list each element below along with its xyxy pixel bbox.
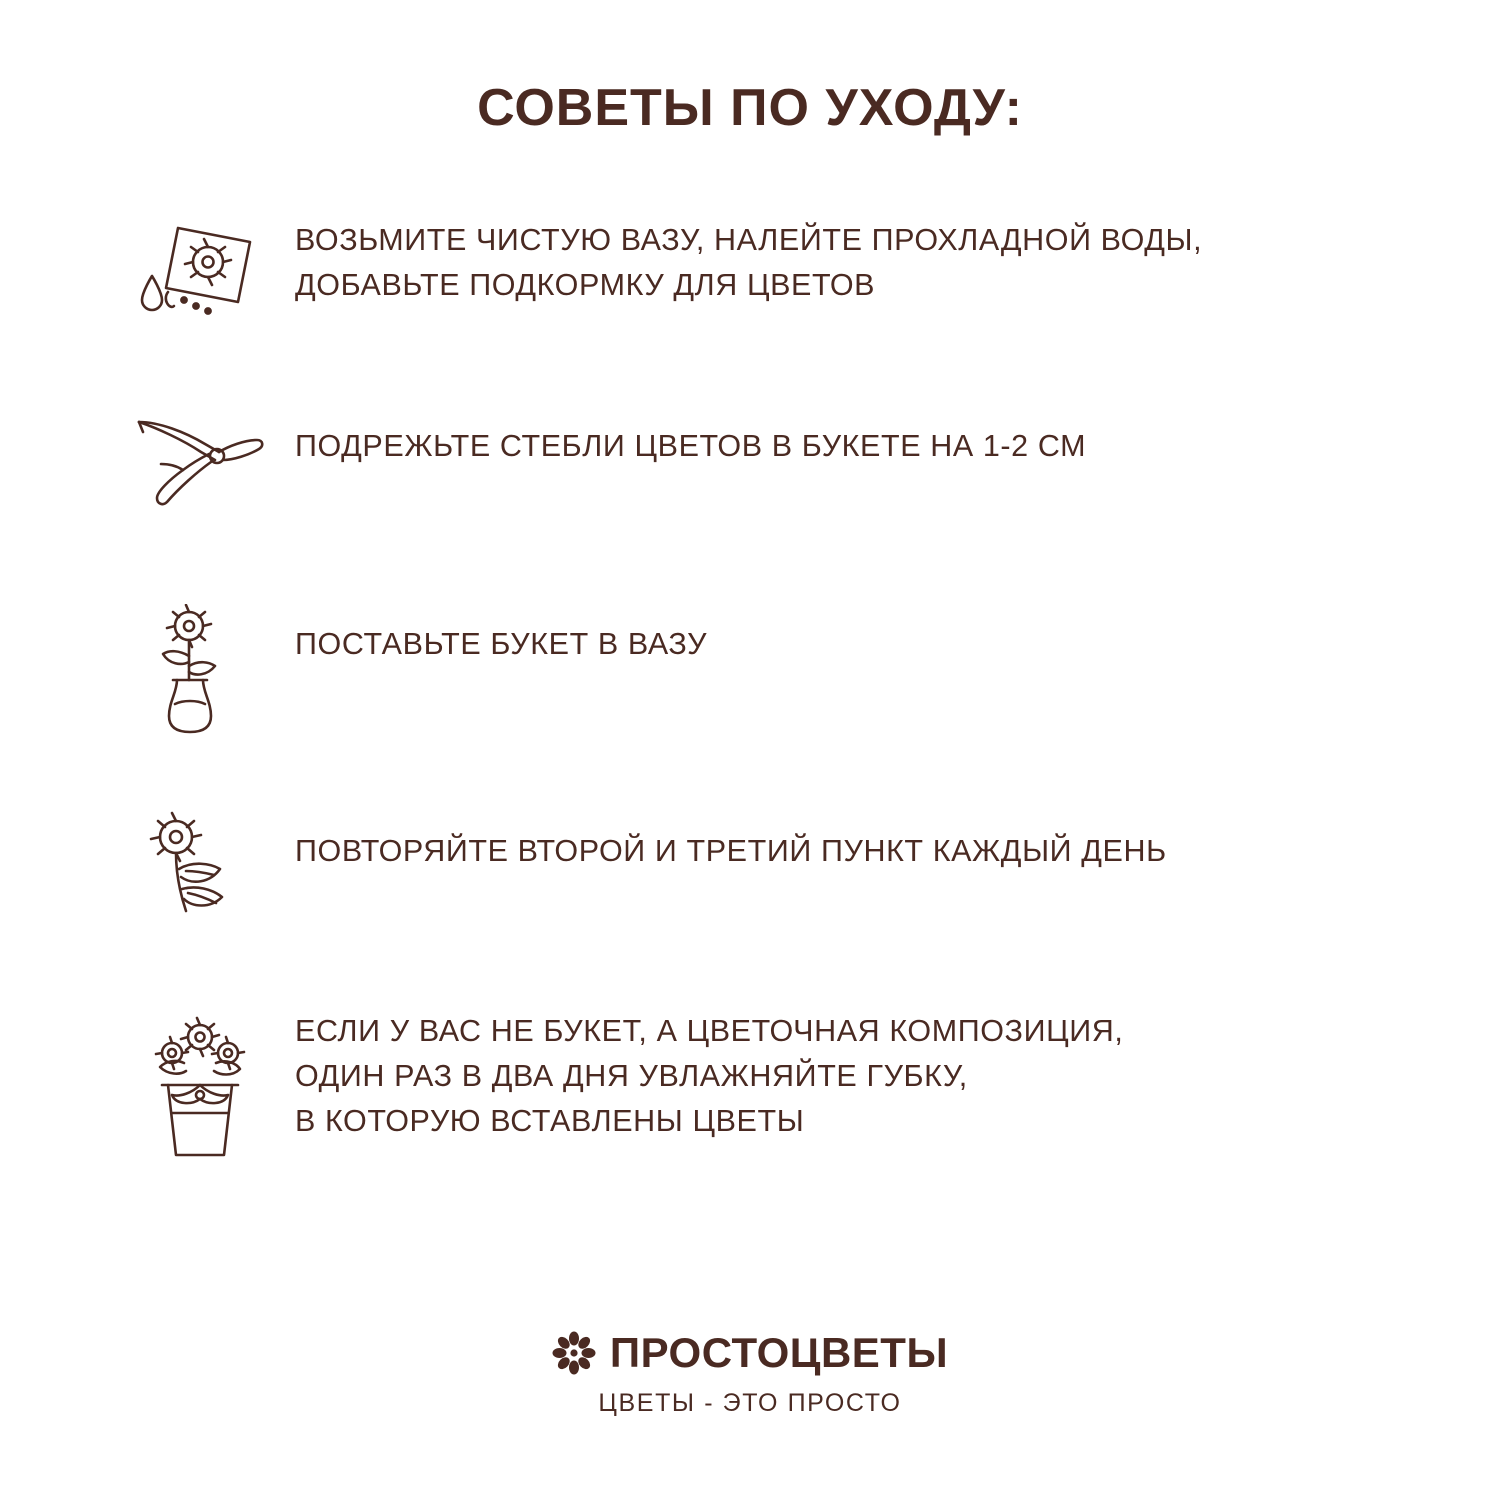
tip-line: ДОБАВЬТЕ ПОДКОРМКУ ДЛЯ ЦВЕТОВ: [295, 267, 876, 302]
flower-basket-icon: [105, 1005, 295, 1165]
tip-line: ВОЗЬМИТЕ ЧИСТУЮ ВАЗУ, НАЛЕЙТЕ ПРОХЛАДНОЙ ВОДЫ,: [295, 223, 1203, 257]
tips-list: [105, 214, 1395, 1165]
brand-tagline: ЦВЕТЫ - ЭТО ПРОСТО: [598, 1389, 902, 1417]
tip-line: ОДИН РАЗ В ДВА ДНЯ УВЛАЖНЯЙТЕ ГУБКУ,: [295, 1058, 968, 1093]
list-item-text: [295, 604, 707, 667]
list-item-text: [295, 406, 1086, 469]
list-item: [105, 214, 1395, 334]
list-item: [105, 1005, 1395, 1165]
tip-line: ЕСЛИ У ВАС НЕ БУКЕТ, А ЦВЕТОЧНАЯ КОМПОЗИЦИЯ,: [295, 1014, 1124, 1048]
footer: [0, 1329, 1500, 1418]
list-item: [105, 406, 1395, 526]
pruning-shears-icon: [105, 406, 295, 511]
list-item-text: [295, 214, 1202, 308]
list-item-text: [295, 811, 1167, 874]
flower-food-packet-icon: [105, 214, 295, 324]
list-item: [105, 811, 1395, 931]
tip-line: ПОВТОРЯЙТЕ ВТОРОЙ И ТРЕТИЙ ПУНКТ КАЖДЫЙ ДЕНЬ: [295, 834, 1167, 868]
page-title: СОВЕТЫ ПО УХОДУ:: [477, 79, 1023, 137]
brand-logo: [552, 1329, 948, 1377]
list-item-text: [295, 1005, 1123, 1143]
tip-line: ПОСТАВЬТЕ БУКЕТ В ВАЗУ: [295, 627, 708, 661]
brand-name: ПРОСТОЦВЕТЫ: [609, 1329, 949, 1376]
tip-line: ПОДРЕЖЬТЕ СТЕБЛИ ЦВЕТОВ В БУКЕТЕ НА 1-2 СМ: [295, 429, 1087, 463]
flower-with-leaves-icon: [105, 811, 295, 921]
flower-logo-icon: [552, 1331, 596, 1375]
flower-in-vase-icon: [105, 604, 295, 739]
tip-line: В КОТОРУЮ ВСТАВЛЕНЫ ЦВЕТЫ: [295, 1103, 805, 1138]
list-item: [105, 604, 1395, 739]
